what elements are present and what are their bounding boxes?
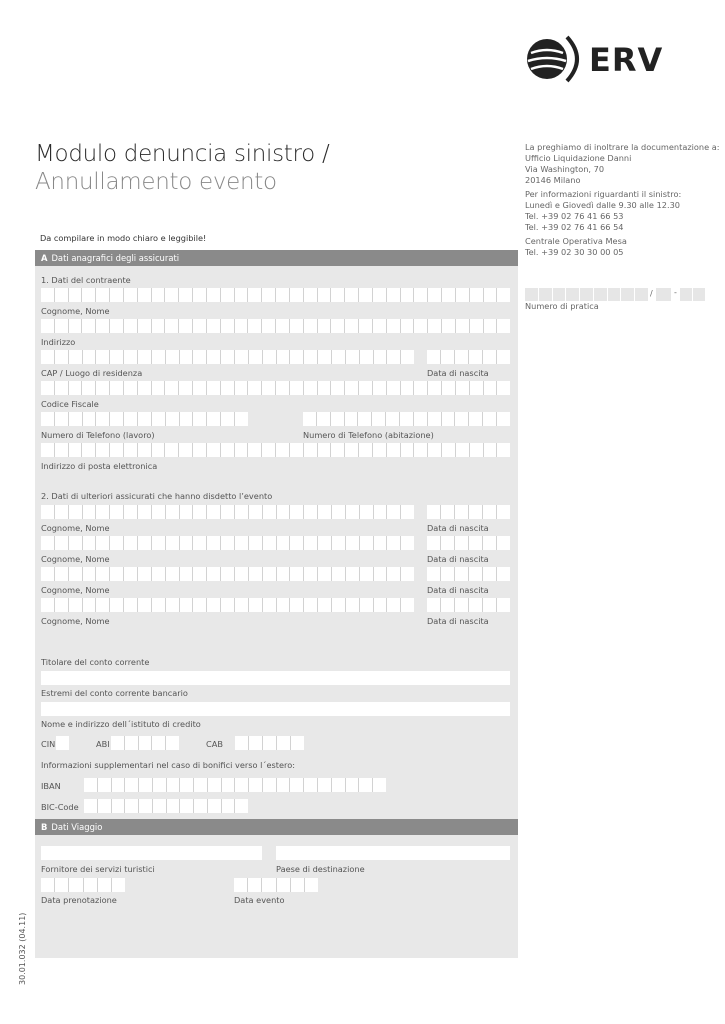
field-label: Data di nascita — [427, 585, 489, 595]
assicurato-nome-input[interactable] — [41, 536, 414, 550]
cab-label: CAB — [206, 739, 223, 749]
paese-input[interactable] — [276, 846, 510, 860]
field-label: Cognome, Nome — [41, 585, 110, 595]
tel-abitazione-input[interactable] — [303, 412, 510, 426]
data-evento-input[interactable] — [234, 878, 318, 892]
codice-fiscale-input[interactable] — [41, 381, 510, 395]
instruction-text: Da compilare in modo chiaro e leggibile! — [40, 233, 207, 243]
pratica-dash: - — [674, 288, 677, 297]
field-label: Cognome, Nome — [41, 306, 110, 316]
section-a-title: Dati anagrafici degli assicurati — [51, 253, 180, 263]
titolare-input[interactable] — [41, 671, 510, 685]
field-label: Nome e indirizzo dell´istituto di credito — [41, 719, 201, 729]
field-label: Numero di Telefono (lavoro) — [41, 430, 155, 440]
contraente-nome-input[interactable] — [41, 288, 510, 302]
contraente-cap-input[interactable] — [41, 350, 414, 364]
pratica-label: Numero di pratica — [525, 301, 599, 311]
field-label: Data prenotazione — [41, 895, 117, 905]
pratica-field-3[interactable] — [680, 288, 705, 301]
abi-label: ABI — [96, 739, 110, 749]
field-label: Titolare del conto corrente — [41, 657, 150, 667]
erv-logo — [525, 33, 665, 89]
contraente-indirizzo-input[interactable] — [41, 319, 510, 333]
contact-line: Tel. +39 02 76 41 66 53 — [525, 211, 624, 221]
contact-line: Tel. +39 02 30 30 00 05 — [525, 247, 624, 257]
field-label: Data di nascita — [427, 368, 489, 378]
assicurato-nome-input[interactable] — [41, 598, 414, 612]
cin-label: CIN — [41, 739, 56, 749]
field-label: Cognome, Nome — [41, 616, 110, 626]
contact-line: Via Washington, 70 — [525, 164, 605, 174]
contact-line: La preghiamo di inoltrare la documentazione a: — [525, 142, 720, 152]
assicurato-data-input[interactable] — [427, 567, 510, 581]
bic-input[interactable] — [84, 799, 248, 813]
field-label: Informazioni supplementari nel caso di bonifici verso l´estero: — [41, 760, 295, 770]
contact-line: Centrale Operativa Mesa — [525, 236, 627, 246]
form-subtitle: Annullamento evento — [35, 169, 277, 195]
field-label: Data evento — [234, 895, 285, 905]
field-label: Paese di destinazione — [276, 864, 365, 874]
subsection-title: 2. Dati di ulteriori assicurati che hanno disdetto l’evento — [41, 491, 273, 501]
field-label: Data di nascita — [427, 554, 489, 564]
contraente-data-nascita-input[interactable] — [427, 350, 510, 364]
contact-line: Lunedì e Giovedì dalle 9.30 alle 12.30 — [525, 200, 681, 210]
field-label: Indirizzo di posta elettronica — [41, 461, 158, 471]
data-prenotazione-input[interactable] — [41, 878, 125, 892]
bic-label: BIC-Code — [41, 802, 79, 812]
cab-input[interactable] — [235, 736, 304, 750]
field-label: Fornitore dei servizi turistici — [41, 864, 155, 874]
field-label: Indirizzo — [41, 337, 76, 347]
cin-input[interactable] — [56, 736, 69, 750]
form-id: 30.01.032 (04.11) — [18, 912, 27, 985]
contact-line: Per informazioni riguardanti il sinistro: — [525, 189, 682, 199]
field-label: Data di nascita — [427, 523, 489, 533]
contact-line: Tel. +39 02 76 41 66 54 — [525, 222, 624, 232]
field-label: Cognome, Nome — [41, 523, 110, 533]
assicurato-nome-input[interactable] — [41, 505, 414, 519]
field-label: Codice Fiscale — [41, 399, 99, 409]
section-a-header — [35, 250, 518, 266]
subsection-title: 1. Dati del contraente — [41, 275, 131, 285]
section-b-header — [35, 819, 518, 835]
iban-label: IBAN — [41, 781, 61, 791]
field-label: CAP / Luogo di residenza — [41, 368, 143, 378]
brand-name: ERV — [589, 41, 664, 79]
pratica-field-2[interactable] — [656, 288, 671, 301]
tel-lavoro-input[interactable] — [41, 412, 248, 426]
abi-input[interactable] — [111, 736, 179, 750]
section-b-letter: B — [41, 822, 48, 832]
field-label: Cognome, Nome — [41, 554, 110, 564]
section-a-letter: A — [41, 253, 48, 263]
assicurato-data-input[interactable] — [427, 505, 510, 519]
fornitore-input[interactable] — [41, 846, 262, 860]
field-label: Estremi del conto corrente bancario — [41, 688, 188, 698]
contact-line: Ufficio Liquidazione Danni — [525, 153, 632, 163]
assicurato-data-input[interactable] — [427, 598, 510, 612]
assicurato-nome-input[interactable] — [41, 567, 414, 581]
estremi-input[interactable] — [41, 702, 510, 716]
field-label: Data di nascita — [427, 616, 489, 626]
iban-input[interactable] — [84, 778, 386, 792]
contact-line: 20146 Milano — [525, 175, 581, 185]
field-label: Numero di Telefono (abitazione) — [303, 430, 434, 440]
pratica-field-1[interactable] — [525, 288, 648, 301]
email-input[interactable] — [41, 443, 510, 457]
assicurato-data-input[interactable] — [427, 536, 510, 550]
form-title: Modulo denuncia sinistro / — [35, 141, 330, 167]
section-b-title: Dati Viaggio — [51, 822, 103, 832]
pratica-slash: / — [650, 289, 653, 298]
